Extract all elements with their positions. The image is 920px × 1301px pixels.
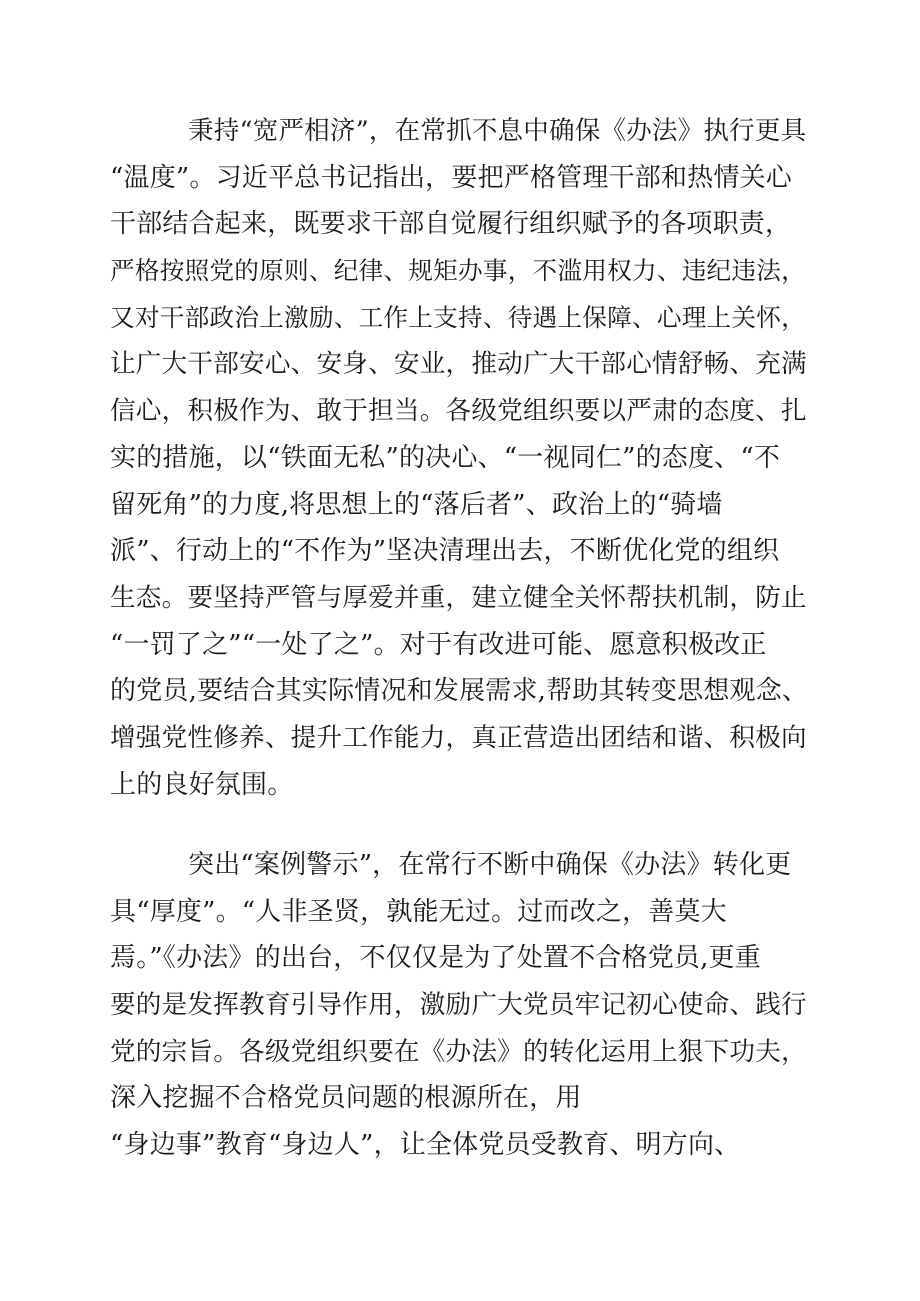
text-line: 的党员,要结合其实际情况和发展需求,帮助其转变思想观念、 xyxy=(110,676,809,707)
text-line: 派”、行动上的“不作为”坚决清理出去，不断优化党的组织 xyxy=(110,536,780,567)
text-line: 要的是发挥教育引导作用，激励广大党员牢记初心使命、践行 xyxy=(110,990,807,1021)
text-line: 突出“案例警示”，在常行不断中确保《办法》转化更 xyxy=(188,850,792,880)
text-line: 增强党性修养、提升工作能力，真正营造出团结和谐、积极向 xyxy=(110,722,807,753)
text-line: 党的宗旨。各级党组织要在《办法》的转化运用上狠下功夫， xyxy=(110,1036,807,1067)
text-line: 让广大干部安心、安身、安业，推动广大干部心情舒畅、充满 xyxy=(110,349,807,380)
paragraph-case-warning xyxy=(110,842,810,1169)
text-line: 留死角”的力度,将思想上的“落后者”、政治上的“骑墙 xyxy=(110,489,723,520)
text-line: “温度”。习近平总书记指出，要把严格管理干部和热情关心 xyxy=(110,162,792,193)
text-line: 严格按照党的原则、纪律、规矩办事，不滥用权力、违纪违法， xyxy=(110,256,806,286)
paragraph-leniency-strictness xyxy=(110,108,810,808)
text-line: 具“厚度”。“人非圣贤，孰能无过。过而改之，善莫大 xyxy=(110,896,727,927)
text-line: 干部结合起来，既要求干部自觉履行组织赋予的各项职责， xyxy=(110,209,792,240)
text-line: “一罚了之”“一处了之”。对于有改进可能、愿意积极改正 xyxy=(110,629,767,660)
text-line: 上的良好氛围。 xyxy=(110,769,294,800)
text-line: 生态。要坚持严管与厚爱并重，建立健全关怀帮扶机制，防止 xyxy=(110,582,807,613)
text-line: “身边事”教育“身边人”，让全体党员受教育、明方向、 xyxy=(110,1130,741,1161)
text-line: 深入挖掘不合格党员问题的根源所在，用 xyxy=(110,1083,582,1114)
text-line: 焉。”《办法》的出台，不仅仅是为了处置不合格党员,更重 xyxy=(110,943,761,974)
text-line: 秉持“宽严相济”，在常抓不息中确保《办法》执行更具 xyxy=(188,116,807,146)
text-line: 又对干部政治上激励、工作上支持、待遇上保障、心理上关怀， xyxy=(110,302,806,332)
text-line: 实的措施，以“铁面无私”的决心、“一视同仁”的态度、“不 xyxy=(110,442,781,473)
text-line: 信心，积极作为、敢于担当。各级党组织要以严肃的态度、扎 xyxy=(110,396,807,427)
